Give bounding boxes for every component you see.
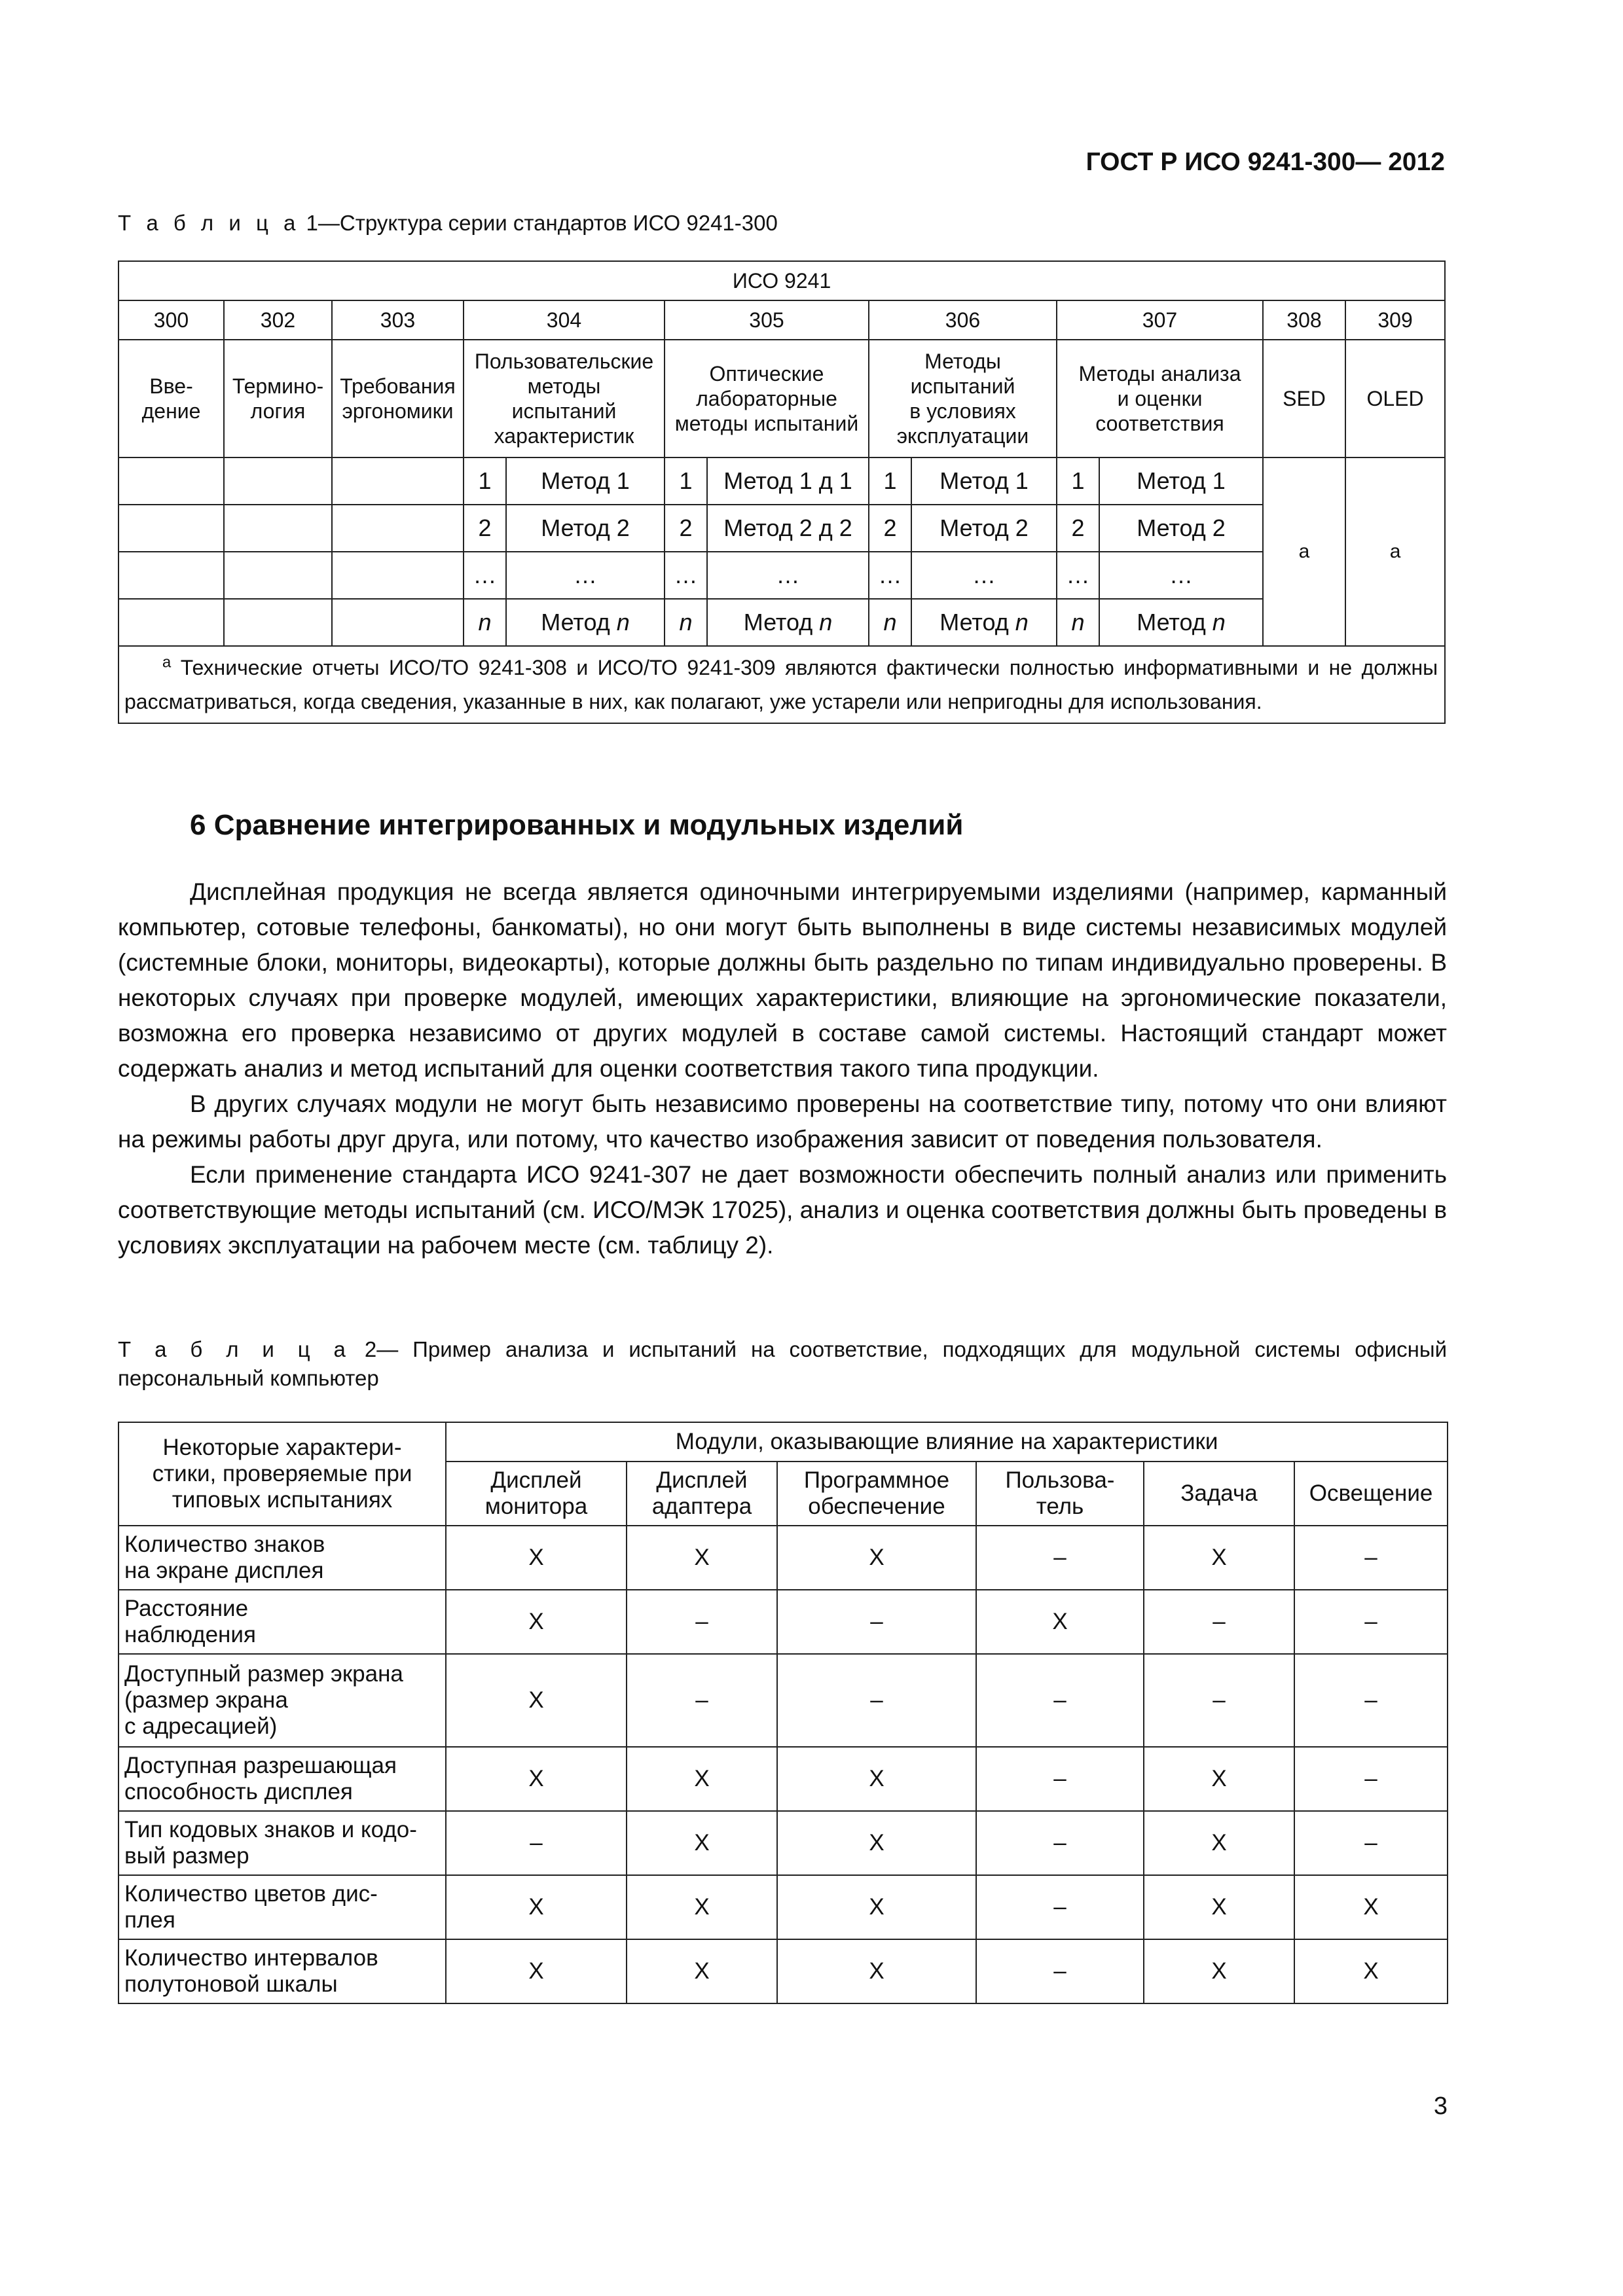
table-row xyxy=(119,599,1445,646)
index-n: n xyxy=(478,609,492,636)
characteristic-label: Доступная разрешающая способность дисплея xyxy=(119,1747,446,1811)
influence-cell: X xyxy=(777,1939,976,2003)
table1-caption-text: 1—Структура серии стандартов ИСО 9241-300 xyxy=(306,211,778,235)
influence-cell: X xyxy=(446,1526,627,1590)
method-cell: … xyxy=(1057,552,1099,599)
method-cell xyxy=(911,599,1057,646)
method-cell: Метод 1 xyxy=(911,457,1057,505)
index-n: n xyxy=(1212,609,1226,636)
empty-cell xyxy=(224,552,332,599)
method-cell: Метод 2 xyxy=(911,505,1057,552)
method-cell: 1 xyxy=(665,457,707,505)
table1-caption xyxy=(118,208,778,238)
influence-cell: – xyxy=(1294,1590,1448,1654)
table-row xyxy=(119,552,1445,599)
method-cell: 2 xyxy=(665,505,707,552)
structure-table xyxy=(118,260,1446,724)
method-label: Метод xyxy=(939,609,1015,636)
method-label: Метод xyxy=(743,609,820,636)
influence-cell: X xyxy=(627,1526,777,1590)
table-row xyxy=(119,457,1445,505)
page-number: 3 xyxy=(1433,2092,1448,2120)
part-number-cell: 308 xyxy=(1263,300,1345,340)
module-column-header: Дисплей адаптера xyxy=(627,1462,777,1526)
module-column-header: Дисплей монитора xyxy=(446,1462,627,1526)
influence-cell: X xyxy=(627,1811,777,1875)
index-n: n xyxy=(1015,609,1029,636)
method-cell: 2 xyxy=(1057,505,1099,552)
part-number-cell: 309 xyxy=(1345,300,1445,340)
paragraph: В других случаях модули не могут быть независимо проверены на соответствие типу, потому что они влияют на режимы работы друг друга, или потому, что качество изображения зависит от поведения пользователя. xyxy=(118,1090,1447,1153)
characteristic-label: Количество интервалов полутоновой шкалы xyxy=(119,1939,446,2003)
method-cell xyxy=(869,599,911,646)
method-label: Метод xyxy=(1137,609,1213,636)
influence-cell: X xyxy=(1294,1875,1448,1939)
influence-cell: – xyxy=(1144,1590,1294,1654)
index-n: n xyxy=(616,609,630,636)
method-cell: 2 xyxy=(869,505,911,552)
part-description-cell: Методы анализа и оценки соответствия xyxy=(1057,340,1263,457)
influence-cell: – xyxy=(1144,1654,1294,1747)
part-description-cell: OLED xyxy=(1345,340,1445,457)
influence-cell: – xyxy=(976,1939,1144,2003)
influence-cell: X xyxy=(777,1875,976,1939)
empty-cell xyxy=(332,599,464,646)
influence-cell: X xyxy=(446,1747,627,1811)
method-cell: Метод 1 xyxy=(506,457,665,505)
empty-cell xyxy=(332,457,464,505)
method-cell xyxy=(707,599,869,646)
empty-cell xyxy=(119,552,224,599)
section-body xyxy=(118,874,1447,1263)
influence-cell: – xyxy=(976,1526,1144,1590)
method-cell: 1 xyxy=(464,457,506,505)
method-cell: Метод 2 xyxy=(506,505,665,552)
table-row xyxy=(119,1654,1448,1747)
section-title: 6 Сравнение интегрированных и модульных изделий xyxy=(190,809,964,841)
part-description-cell: SED xyxy=(1263,340,1345,457)
influence-cell: – xyxy=(976,1654,1144,1747)
table1-top-header: ИСО 9241 xyxy=(119,261,1445,300)
influence-cell: X xyxy=(446,1590,627,1654)
paragraph: Если применение стандарта ИСО 9241-307 не дает возможности обеспечить полный анализ или применить соответствующие методы испытаний (см. ИСО/МЭК 17025), анализ и оценка соответствия должны быть проведены в условиях эксплуатации на рабочем месте (см. таблицу 2). xyxy=(118,1161,1448,1259)
index-n: n xyxy=(679,609,693,636)
method-cell: 1 xyxy=(1057,457,1099,505)
influence-cell: – xyxy=(627,1654,777,1747)
part-description-cell: Пользовательские методы испытаний характеристик xyxy=(464,340,665,457)
method-cell: … xyxy=(911,552,1057,599)
influence-cell: X xyxy=(1144,1939,1294,2003)
part-number-cell: 304 xyxy=(464,300,665,340)
paragraph: Дисплейная продукция не всегда является одиночными интегрируемыми изделиями (например, карманный компьютер, сотовые телефоны, банкоматы), но они могут быть выполнены в виде системы независимых модулей (системные блоки, мониторы, видеокарты), которые должны быть раздельно по типам индивидуально проверены. В некоторых случаях при проверке модулей, имеющих характеристики, влияющие на эргономические показатели, возможна его проверка независимо от других модулей в составе самой системы. Настоящий стандарт может содержать анализ и метод испытаний для оценки соответствия такого типа продукции. xyxy=(118,878,1447,1082)
part-number-cell: 306 xyxy=(869,300,1057,340)
index-n: n xyxy=(819,609,833,636)
influence-cell: X xyxy=(446,1939,627,2003)
characteristic-label: Тип кодовых знаков и кодо- вый размер xyxy=(119,1811,446,1875)
influence-cell: – xyxy=(1294,1747,1448,1811)
module-column-header: Задача xyxy=(1144,1462,1294,1526)
influence-cell: – xyxy=(777,1654,976,1747)
method-cell xyxy=(1057,599,1099,646)
method-label: Метод xyxy=(541,609,617,636)
influence-cell: – xyxy=(1294,1654,1448,1747)
table1-footnote xyxy=(119,646,1445,723)
method-cell: … xyxy=(665,552,707,599)
influence-cell: X xyxy=(627,1939,777,2003)
characteristic-label: Количество знаков на экране дисплея xyxy=(119,1526,446,1590)
table2-caption xyxy=(118,1335,1447,1393)
table-row xyxy=(119,1526,1448,1590)
influence-cell: – xyxy=(446,1811,627,1875)
method-cell: … xyxy=(707,552,869,599)
method-cell: Метод 2 xyxy=(1099,505,1263,552)
empty-cell xyxy=(119,505,224,552)
table-row xyxy=(119,1811,1448,1875)
influence-cell: – xyxy=(627,1590,777,1654)
table2-caption-label: Т а б л и ц а xyxy=(118,1337,350,1361)
influence-cell: X xyxy=(1294,1939,1448,2003)
method-cell: 1 xyxy=(869,457,911,505)
oled-note-mark: a xyxy=(1345,457,1445,646)
characteristic-label: Расстояние наблюдения xyxy=(119,1590,446,1654)
part-number-cell: 303 xyxy=(332,300,464,340)
influence-cell: X xyxy=(1144,1875,1294,1939)
influence-cell: X xyxy=(446,1654,627,1747)
method-cell: … xyxy=(464,552,506,599)
influence-cell: X xyxy=(976,1590,1144,1654)
method-cell xyxy=(506,599,665,646)
method-cell xyxy=(1099,599,1263,646)
table-row xyxy=(119,505,1445,552)
empty-cell xyxy=(224,599,332,646)
characteristic-label: Количество цветов дис- плея xyxy=(119,1875,446,1939)
method-cell: 2 xyxy=(464,505,506,552)
module-column-header: Программное обеспечение xyxy=(777,1462,976,1526)
part-description-cell: Методы испытаний в условиях эксплуатации xyxy=(869,340,1057,457)
part-number-cell: 302 xyxy=(224,300,332,340)
method-cell: … xyxy=(869,552,911,599)
part-description-cell: Требования эргономики xyxy=(332,340,464,457)
module-column-header: Пользова- тель xyxy=(976,1462,1144,1526)
empty-cell xyxy=(332,552,464,599)
part-number-cell: 305 xyxy=(665,300,869,340)
empty-cell xyxy=(332,505,464,552)
table-row xyxy=(119,1875,1448,1939)
method-cell: … xyxy=(506,552,665,599)
module-column-header: Освещение xyxy=(1294,1462,1448,1526)
empty-cell xyxy=(119,457,224,505)
influence-cell: X xyxy=(777,1811,976,1875)
influence-cell: X xyxy=(1144,1747,1294,1811)
footnote-mark: a xyxy=(162,653,172,672)
influence-cell: X xyxy=(446,1875,627,1939)
table2-caption-text: 2— Пример анализа и испытаний на соответствие, подходящих для модульной системы офисный персональный компьютер xyxy=(118,1337,1448,1390)
empty-cell xyxy=(119,599,224,646)
influence-cell: X xyxy=(627,1875,777,1939)
part-description-cell: Оптические лабораторные методы испытаний xyxy=(665,340,869,457)
modules-table xyxy=(118,1422,1448,2004)
characteristic-label: Доступный размер экрана (размер экрана с адресацией) xyxy=(119,1654,446,1747)
influence-cell: – xyxy=(1294,1526,1448,1590)
influence-cell: – xyxy=(1294,1811,1448,1875)
influence-cell: X xyxy=(627,1747,777,1811)
table1-caption-label: Т а б л и ц а xyxy=(118,211,301,235)
part-number-cell: 307 xyxy=(1057,300,1263,340)
table2-corner-header: Некоторые характери- стики, проверяемые при типовых испытаниях xyxy=(119,1422,446,1526)
table-row xyxy=(119,1590,1448,1654)
index-n: n xyxy=(883,609,897,636)
empty-cell xyxy=(224,457,332,505)
part-description-cell: Термино- логия xyxy=(224,340,332,457)
index-n: n xyxy=(1071,609,1085,636)
influence-cell: X xyxy=(777,1526,976,1590)
sed-note-mark: a xyxy=(1263,457,1345,646)
influence-cell: – xyxy=(976,1811,1144,1875)
table-row xyxy=(119,1747,1448,1811)
influence-cell: X xyxy=(1144,1526,1294,1590)
influence-cell: X xyxy=(1144,1811,1294,1875)
table-row xyxy=(119,1939,1448,2003)
method-cell: Метод 1 д 1 xyxy=(707,457,869,505)
empty-cell xyxy=(224,505,332,552)
influence-cell: – xyxy=(777,1590,976,1654)
method-cell: … xyxy=(1099,552,1263,599)
influence-cell: – xyxy=(976,1747,1144,1811)
part-description-cell: Вве- дение xyxy=(119,340,224,457)
document-header: ГОСТ Р ИСО 9241-300— 2012 xyxy=(1085,148,1445,176)
method-cell xyxy=(464,599,506,646)
footnote-text: Технические отчеты ИСО/ТО 9241-308 и ИСО/ТО 9241-309 являются фактически полностью информативными и не должны рассматриваться, когда сведения, указанные в них, как полагают, уже устарели или непригодны для использования. xyxy=(124,656,1438,713)
influence-cell: – xyxy=(976,1875,1144,1939)
method-cell: Метод 2 д 2 xyxy=(707,505,869,552)
part-number-cell: 300 xyxy=(119,300,224,340)
table2-group-header: Модули, оказывающие влияние на характеристики xyxy=(446,1422,1448,1462)
influence-cell: X xyxy=(777,1747,976,1811)
method-cell xyxy=(665,599,707,646)
method-cell: Метод 1 xyxy=(1099,457,1263,505)
